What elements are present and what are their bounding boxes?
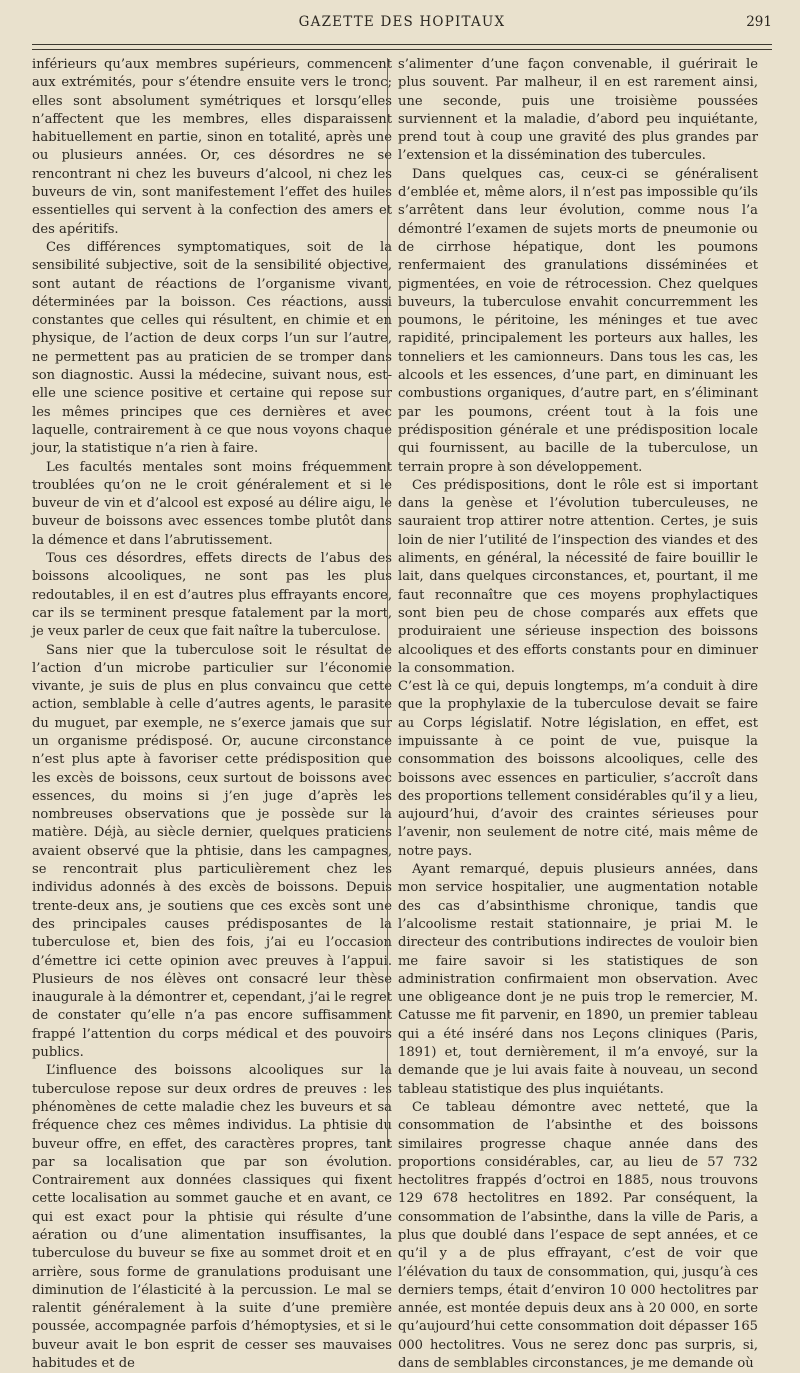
paragraph: C’est là ce qui, depuis longtemps, m’a conduit à dire que la prophylaxie de la tuberculose devait se faire au Corps législatif. Notre législation, en effet, est impuissante à ce point de vue, puisque la consommation des boissons alcooliques, celle des boissons avec essences en particulier, s’accroît dans des proportions tellement considérables qu’il y a lieu, aujourd’hui, d’avoir des craintes sérieuses pour l’avenir, non seulement de notre cité, mais même de notre pays. xyxy=(398,679,758,859)
paragraph: Dans quelques cas, ceux-ci se généralisent d’emblée et, même alors, il n’est pas impossible qu’ils s’arrêtent dans leur évolution, comme nous l’a démontré l’examen de sujets morts de pneumonie ou de cirrhose hépatique, dont les poumons renfermaient des granulations disséminées et pigmentées, en voie de rétrocession. Chez quelques buveurs, la tuberculose envahit concurremment les poumons, le péritoine, les méninges et tue avec rapidité, principalement les porteurs aux halles, les tonneliers et les camionneurs. Dans tous les cas, les alcools et les essences, d’une part, en diminuant les combustions organiques, d’autre part, en s’éliminant par les poumons, créent tout à la fois une prédisposition générale et une prédisposition locale qui fournissent, au bacille de la tuberculose, un terrain propre à son développement. xyxy=(398,166,758,475)
left-column xyxy=(32,56,392,1373)
paragraph: inférieurs qu’aux membres supérieurs, commencent aux extrémités, pour s’étendre ensuite vers le tronc; elles sont absolument symétriques et lorsqu’elles n’affectent que les membres, elles disparaissent habituellement en partie, sinon en totalité, après une ou plusieurs années. Or, ces désordres ne se rencontrant ni chez les buveurs d’alcool, ni chez les buveurs de vin, sont manifestement l’effet des huiles essentielles qui servent à la confection des amers et des apéritifs. xyxy=(32,57,392,237)
paragraph: Ayant remarqué, depuis plusieurs années, dans mon service hospitalier, une augmentation notable des cas d’absinthisme chronique, tandis que l’alcoolisme restait stationnaire, je priai M. le directeur des contributions indirectes de vouloir bien me faire savoir si les statistiques de son administration confirmaient mon observation. Avec une obligeance dont je ne puis trop le remercier, M. Catusse me fit parvenir, en 1890, un premier tableau qui a été inséré dans nos Leçons cliniques (Paris, 1891) et, tout dernièrement, il m’a envoyé, sur la demande que je lui avais faite à nouveau, un second tableau statistique des plus inquiétants. xyxy=(398,862,758,1097)
page-header xyxy=(32,14,772,36)
paragraph: Ce tableau démontre avec netteté, que la consommation de l’absinthe et des boissons similaires progresse chaque année dans des proportions considérables, car, au lieu de 57 732 hectolitres frappés d’octroi en 1885, nous trouvons 129 678 hectolitres en 1892. Par conséquent, la consommation de l’absinthe, dans la ville de Paris, a plus que doublé dans l’espace de sept années, et ce qu’il y a de plus effrayant, c’est de voir que l’élévation du taux de consommation, qui, jusqu’à ces derniers temps, était d’environ 10 000 hectolitres par année, est montée depuis deux ans à 20 000, en sorte qu’aujourd’hui cette consommation doit dépasser 165 000 hectolitres. Vous ne serez donc pas surpris, si, dans de semblables circonstances, je me demande où xyxy=(398,1099,758,1372)
paragraph: Sans nier que la tuberculose soit le résultat de l’action d’un microbe particulier sur l’économie vivante, je suis de plus en plus convaincu que cette action, semblable à celle d’autres agents, le parasite du muguet, par exemple, ne s’exerce jamais que sur un organisme prédisposé. Or, aucune circonstance n’est plus apte à favoriser cette prédisposition que les excès de boissons, ceux surtout de boissons avec essences, du moins si j’en juge d’après les nombreuses observations que je possède sur la matière. Déjà, au siècle dernier, quelques praticiens avaient observé que la phtisie, dans les campagnes, se rencontrait plus particulièrement chez les individus adonnés à des excès de boissons. Depuis trente-deux ans, je soutiens que ces excès sont une des principales causes prédisposantes de la tuberculose et, bien des fois, j’ai eu l’occasion d’émettre ici cette opinion avec preuves à l’appui. Plusieurs de nos élèves ont consacré leur thèse inaugurale à la démontrer et, cependant, j’ai le regret de constater qu’elle n’a pas encore suffisamment frappé l’attention du corps médical et des pouvoirs publics. xyxy=(32,642,392,1061)
running-title: GAZETTE DES HOPITAUX xyxy=(298,14,506,30)
paragraph: Tous ces désordres, effets directs de l’abus des boissons alcooliques, ne sont pas les plus redoutables, il en est d’autres plus effrayants encore, car ils se terminent presque fatalement par la mort, je veux parler de ceux que fait naître la tuberculose. xyxy=(32,551,392,640)
paragraph: Ces prédispositions, dont le rôle est si important dans la genèse et l’évolution tuberculeuses, ne sauraient trop attirer notre attention. Certes, je suis loin de nier l’utilité de l’inspection des viandes et des aliments, en général, la nécessité de faire bouillir le lait, dans quelques circonstances, et, pourtant, il me faut reconnaître que ces moyens prophylactiques sont bien peu de chose comparés aux effets que produiraient une sérieuse inspection des boissons alcooliques et des efforts constants pour en diminuer la consommation. xyxy=(398,477,758,676)
header-rule-thick xyxy=(32,44,772,45)
header-rule-thin xyxy=(32,49,772,50)
paragraph: Les facultés mentales sont moins fréquemment troublées qu’on ne le croit généralement et si le buveur de vin et d’alcool est exposé au délire aigu, le buveur de boissons avec essences tombe plutôt dans la démence et dans l’abrutissement. xyxy=(32,459,392,548)
paragraph: Ces différences symptomatiques, soit de la sensibilité subjective, soit de la sensibilité objective, sont autant de réactions de l’organisme vivant, déterminées par la boisson. Ces réactions, aussi constantes que celles qui résultent, en chimie et en physique, de l’action de deux corps l’un sur l’autre, ne permettent pas au praticien de se tromper dans son diagnostic. Aussi la médecine, suivant nous, est-elle une science positive et certaine qui repose sur les mêmes principes que ces dernières et avec laquelle, contrairement à ce que nous voyons chaque jour, la statistique n’a rien à faire. xyxy=(32,239,392,457)
paragraph: s’alimenter d’une façon convenable, il guérirait le plus souvent. Par malheur, il en est rarement ainsi, une seconde, puis une troisième poussées surviennent et la maladie, d’abord peu inquiétante, prend tout à coup une gravité des plus grandes par l’extension et la dissémination des tubercules. xyxy=(398,57,758,164)
page-number: 291 xyxy=(746,14,772,30)
paragraph: L’influence des boissons alcooliques sur la tuberculose repose sur deux ordres de preuves : les phénomènes de cette maladie chez les buveurs et sa fréquence chez ces mêmes individus. La phtisie du buveur offre, en effet, des caractères propres, tant par sa localisation que par son évolution. Contrairement aux données classiques qui fixent cette localisation au sommet gauche et en avant, ce qui est exact pour la phtisie qui résulte d’une aération ou d’une alimentation insuffisantes, la tuberculose du buveur se fixe au sommet droit et en arrière, sous forme de granulations produisant une diminution de l’élasticité à la percussion. Le mal se ralentit généralement à la suite d’une première poussée, accompagnée parfois d’hémoptysies, et si le buveur avait le bon esprit de cesser ses mauvaises habitudes et de xyxy=(32,1063,392,1372)
right-column xyxy=(398,56,758,1373)
column-divider xyxy=(387,58,388,1148)
